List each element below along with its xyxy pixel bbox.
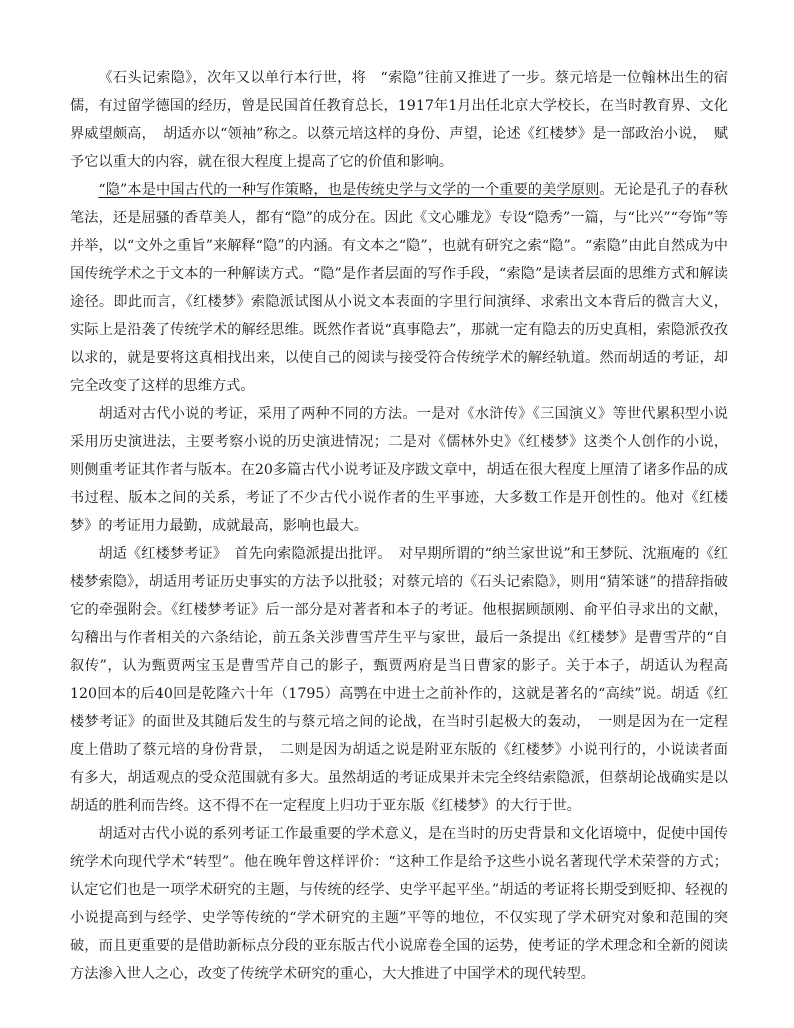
document-body [70, 64, 728, 988]
paragraph-5: 胡适对古代小说的系列考证工作最重要的学术意义，是在当时的历史背景和文化语境中，促使中国传统学术向现代学术“转型”。他在晚年曾这样评价：“这种工作是给予这些小说名著现代学术荣誉的方式；认定它们也是一项学术研究的主题，与传统的经学、史学平起平坐。”胡适的考证将长期受到贬抑、轻视的小说提高到与经学、史学等传统的“学术研究的主题”平等的地位，不仅实现了学术研究对象和范围的突破，而且更重要的是借助新标点分段的亚东版古代小说席卷全国的运势，使考证的学术理念和全新的阅读方法渗入世人之心，改变了传统学术研究的重心，大大推进了中国学术的现代转型。 [70, 826, 728, 982]
paragraph-1: 《石头记索隐》，次年又以单行本行世，将 “索隐”往前又推进了一步。蔡元培是一位翰林出生的宿儒，有过留学德国的经历，曾是民国首任教育总长，1917年1月出任北京大学校长，在当时教育界、文化界威望颇高， 胡适亦以“领袖”称之。以蔡元培这样的身份、声望，论述《红楼梦》是一部政治小说， 赋予它以重大的内容，就在很大程度上提高了它的价值和影响。 [70, 70, 728, 170]
paragraph-4: 胡适《红楼梦考证》 首先向索隐派提出批评。 对早期所谓的“纳兰家世说”和王梦阮、沈瓶庵的《红楼梦索隐》，胡适用考证历史事实的方法予以批驳；对蔡元培的《石头记索隐》，则用“猜笨谜”的措辞指破它的牵强附会。《红楼梦考证》后一部分是对著者和本子的考证。他根据顾颉刚、俞平伯寻求出的文献，勾稽出与作者相关的六条结论，前五条关涉曹雪芹生平与家世，最后一条提出《红楼梦》是曹雪芹的“自叙传”，认为甄贾两宝玉是曹雪芹自己的影子，甄贾两府是当日曹家的影子。关于本子，胡适认为程高120回本的后40回是乾隆六十年（1795）高鹗在中进士之前补作的，这就是著名的“高续”说。胡适《红楼梦考证》的面世及其随后发生的与蔡元培之间的论战，在当时引起极大的轰动， 一则是因为在一定程度上借助了蔡元培的身份背景， 二则是因为胡适之说是附亚东版的《红楼梦》小说刊行的，小说读者面有多大，胡适观点的受众范围就有多大。虽然胡适的考证成果并未完全终结索隐派，但蔡胡论战确实是以胡适的胜利而告终。这不得不在一定程度上归功于亚东版《红楼梦》的大行于世。 [70, 546, 728, 814]
paragraph-2-body: 。无论是孔子的春秋笔法，还是屈骚的香草美人，都有“隐”的成分在。因此《文心雕龙》专设“隐秀”一篇，与“比兴”“夸饰”等并举，以“文外之重旨”来解释“隐”的内涵。有文本之“隐”，也就有研究之索“隐”。“索隐”由此自然成为中国传统学术之于文本的一种解读方式。“隐”是作者层面的写作手段，“索隐”是读者层面的思维方式和解读途径。即此而言，《红楼梦》索隐派试图从小说文本表面的字里行间演绎、求索出文本背后的微言大义，实际上是沿袭了传统学术的解经思维。既然作者说“真事隐去”，那就一定有隐去的历史真相，索隐派孜孜以求的，就是要将这真相找出来，以使自己的阅读与接受符合传统学术的解经轨道。然而胡适的考证，却完全改变了这样的思维方式。 [70, 182, 728, 394]
paragraph-3: 胡适对古代小说的考证，采用了两种不同的方法。一是对《水浒传》《三国演义》等世代累积型小说采用历史演进法，主要考察小说的历史演进情况；二是对《儒林外史》《红楼梦》这类个人创作的小说，则侧重考证其作者与版本。在20多篇古代小说考证及序跋文章中，胡适在很大程度上厘清了诸多作品的成书过程、版本之间的关系，考证了不少古代小说作者的生平事迹，大多数工作是开创性的。他对《红楼梦》的考证用力最勤，成就最高，影响也最大。 [70, 406, 728, 534]
underlined-thesis-sentence: “隐”本是中国古代的一种写作策略，也是传统史学与文学的一个重要的美学原则 [98, 182, 600, 198]
paragraph-2 [70, 176, 728, 400]
